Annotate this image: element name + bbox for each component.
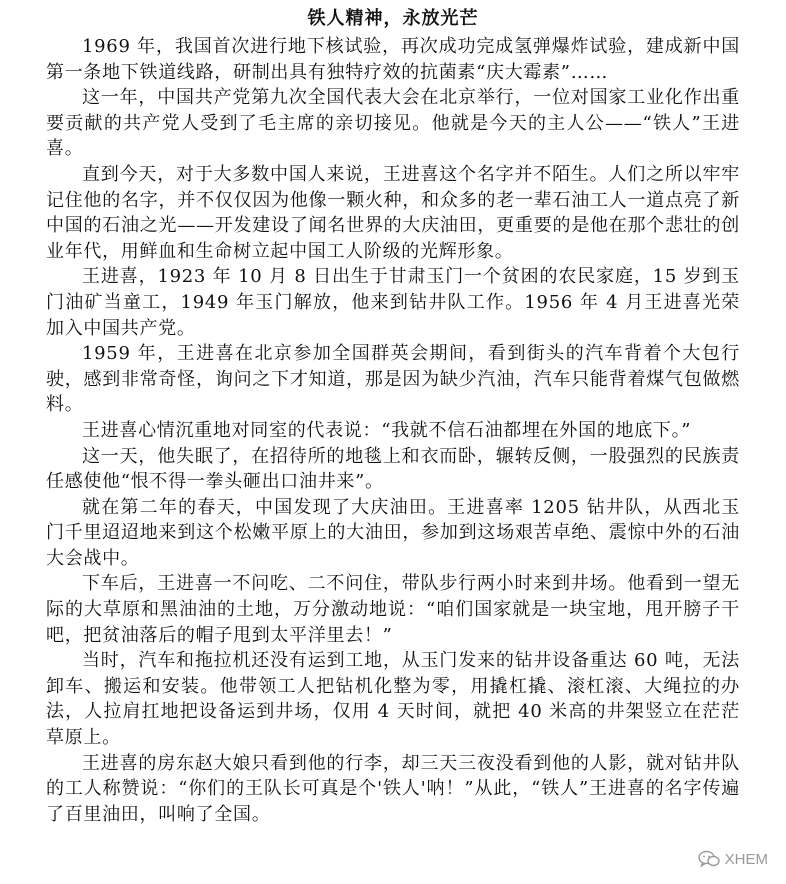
- paragraph-10: 当时，汽车和拖拉机还没有运到工地，从玉门发来的钻井设备重达 60 吨，无法卸车、搬运和安装。他带领工人把钻机化整为零，用撬杠撬、滚杠滚、大绳拉的办法，人拉肩扛地把设备运到井场，仅用 4 天时间，就把 40 米高的井架竖立在茫茫草原上。: [46, 650, 740, 749]
- paragraph-6: 王进喜心情沉重地对同室的代表说：“我就不信石油都埋在外国的地底下。”: [82, 419, 692, 441]
- paragraph-8: 就在第二年的春天，中国发现了大庆油田。王进喜率 1205 钻井队，从西北玉门千里迢迢地来到这个松嫩平原上的大油田，参加到这场艰苦卓绝、震惊中外的石油大会战中。: [46, 496, 740, 569]
- paragraph-11: 王进喜的房东赵大娘只看到他的行李，却三天三夜没看到他的人影，就对钻井队的工人称赞说：“你们的王队长可真是个'铁人'呐！”从此，“铁人”王进喜的名字传遍了百里油田，叫响了全国。: [46, 752, 740, 825]
- article-title: 铁人精神，永放光芒: [307, 8, 479, 29]
- paragraph-4: 王进喜，1923 年 10 月 8 日出生于甘肃玉门一个贫困的农民家庭，15 岁到玉门油矿当童工，1949 年玉门解放，他来到钻井队工作。1956 年 4 月王进喜光荣加入中国共产党。: [46, 266, 740, 339]
- paragraph-3: 直到今天，对于大多数中国人来说，王进喜这个名字并不陌生。人们之所以牢牢记住他的名字，并不仅仅因为他像一颗火种，和众多的老一辈石油工人一道点亮了新中国的石油之光——开发建设了闻名世界的大庆油田，更重要的是他在那个悲壮的创业年代，用鲜血和生命树立起中国工人阶级的光辉形象。: [46, 163, 740, 262]
- paragraph-7: 这一天，他失眠了，在招待所的地毯上和衣而卧，辗转反侧，一股强烈的民族责任感使他“恨不得一拳头砸出口油井来”。: [46, 445, 740, 493]
- paragraph-1: 1969 年，我国首次进行地下核试验，再次成功完成氢弹爆炸试验，建成新中国第一条地下铁道线路，研制出具有独特疗效的抗菌素“庆大霉素”……: [46, 36, 740, 83]
- paragraph-9: 下车后，王进喜一不问吃、二不问住，带队步行两小时来到井场。他看到一望无际的大草原和黑油油的土地，万分激动地说：“咱们国家就是一块宝地，甩开膀子干吧，把贫油落后的帽子甩到太平洋里去！”: [46, 573, 740, 646]
- wechat-icon: [698, 850, 720, 868]
- watermark: [698, 850, 768, 868]
- watermark-text: XHEM: [724, 850, 768, 868]
- paragraph-5: 1959 年，王进喜在北京参加全国群英会期间，看到街头的汽车背着个大包行驶，感到非常奇怪，询问之下才知道，那是因为缺少汽油，汽车只能背着煤气包做燃料。: [46, 343, 740, 416]
- paragraph-2: 这一年，中国共产党第九次全国代表大会在北京举行，一位对国家工业化作出重要贡献的共产党人受到了毛主席的亲切接见。他就是今天的主人公——“铁人”王进喜。: [46, 87, 740, 160]
